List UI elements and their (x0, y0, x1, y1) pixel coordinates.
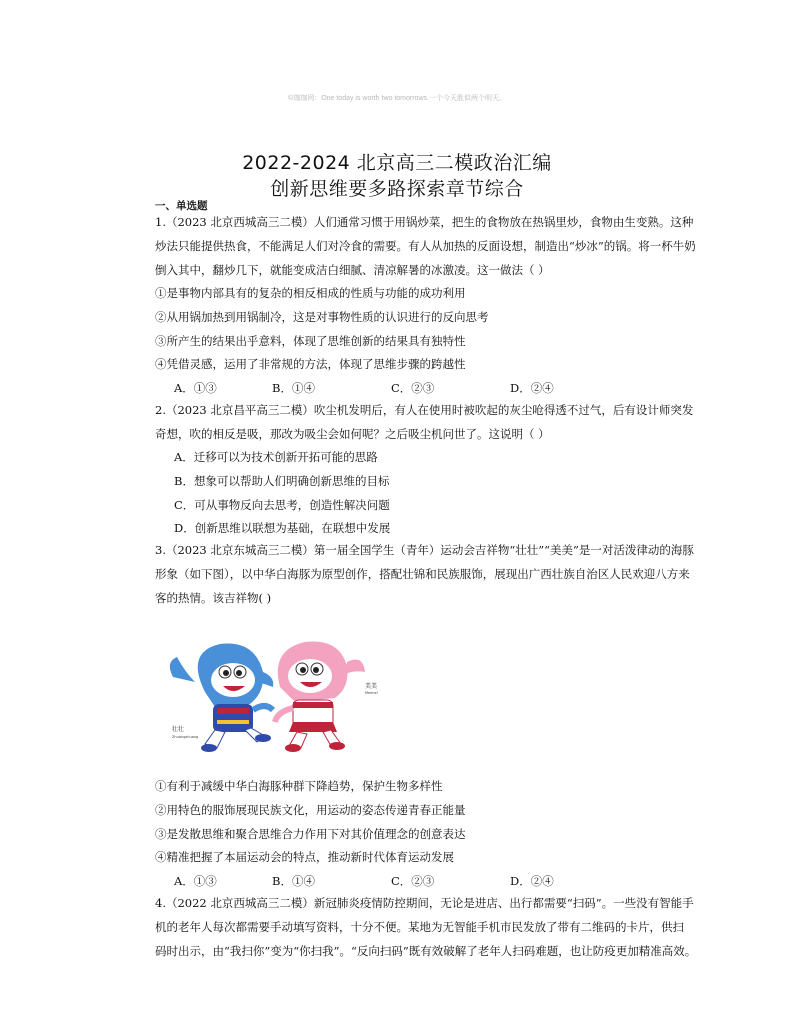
doc-title: 2022-2024 北京高三二模政治汇编 (242, 152, 552, 174)
q1-option-d[interactable]: D．②④ (510, 381, 554, 395)
doc-subtitle: 创新思维要多路探索章节综合 (270, 178, 524, 200)
q2-choice-b[interactable]: B．想象可以帮助人们明确创新思维的目标 (174, 474, 390, 488)
q4-stem-line: 码时出示，由“我扫你”变为“你扫我”。“反向扫码”既有效破解了老年人扫码难题，也让防疫更加精准高效。 (155, 944, 697, 958)
q3-stem-line: 形象（如下图），以中华白海豚为原型创作，搭配壮锦和民族服饰，展现出广西壮族自治区人民欢迎八方来 (155, 567, 690, 581)
q4-stem-line: 4.（2022 北京西城高三二模）新冠肺炎疫情防控期间，无论是进店、出行都需要“扫码”。一些没有智能手 (155, 896, 694, 910)
q3-options (174, 873, 554, 889)
mascot-label-right: 美美 (365, 683, 378, 690)
q1-stem-line: 炒法只能提供热食，不能满足人们对冷食的需要。有人从加热的反面设想，制造出“炒冰”的锅。将一杯牛奶 (155, 239, 696, 253)
q1-stem-line: 1.（2023 北京西城高三二模）人们通常习惯于用锅炒菜，把生的食物放在热锅里炒，食物由生变熟。这种 (155, 215, 694, 229)
watermark: ©珈珈网：One today is worth two tomorrows.一个今天胜似两个明天。 (288, 95, 506, 102)
q3-stem-line: 客的热情。该吉祥物( ) (155, 591, 272, 605)
q3-option-c[interactable]: C．②③ (391, 874, 435, 888)
q2-stem-line: 2.（2023 北京昌平高三二模）吹尘机发明后，有人在使用时被吹起的灰尘呛得透不过气，后有设计师突发 (155, 403, 694, 417)
q1-statement: ③所产生的结果出乎意料，体现了思维创新的结果具有独特性 (155, 334, 466, 348)
q1-statement: ①是事物内部具有的复杂的相反相成的性质与功能的成功利用 (155, 286, 466, 300)
q4-stem-line: 机的老年人每次都需要手动填写资料，十分不便。某地为无智能手机市民发放了带有二维码的卡片，供扫 (155, 920, 684, 934)
q3-option-a[interactable]: A．①③ (174, 874, 217, 888)
q1-option-c[interactable]: C．②③ (391, 381, 435, 395)
q2-stem-line: 奇想，吹的相反是吸，那改为吸尘会如何呢？之后吸尘机问世了。这说明（ ） (155, 427, 550, 441)
mascot-pinyin-left: Zhuangzhuang (172, 735, 199, 739)
q3-option-b[interactable]: B．①④ (272, 874, 315, 888)
mascot-illustration (165, 632, 385, 757)
mascot-pinyin-right: Meimei (365, 691, 378, 695)
q3-statement: ④精准把握了本届运动会的特点，推动新时代体育运动发展 (155, 850, 454, 864)
q1-options (174, 380, 554, 396)
q3-statement: ③是发散思维和聚合思维合力作用下对其价值理念的创意表达 (155, 827, 466, 841)
q3-stem-line: 3.（2023 北京东城高三二模）第一届全国学生（青年）运动会吉祥物“壮壮”“美美”是一对活泼律动的海豚 (155, 543, 694, 557)
q3-option-d[interactable]: D．②④ (510, 874, 554, 888)
q1-option-a[interactable]: A．①③ (174, 381, 217, 395)
q3-statement: ①有利于减缓中华白海豚种群下降趋势，保护生物多样性 (155, 779, 443, 793)
q2-choice-a[interactable]: A．迁移可以为技术创新开拓可能的思路 (174, 450, 378, 464)
q1-stem-line: 倒入其中，翻炒几下，就能变成洁白细腻、清凉解暑的冰激凌。这一做法（ ） (155, 263, 550, 277)
q1-statement: ④凭借灵感，运用了非常规的方法，体现了思维步骤的跨越性 (155, 357, 466, 371)
q2-choice-c[interactable]: C．可从事物反向去思考，创造性解决问题 (174, 498, 390, 512)
q1-statement: ②从用锅加热到用锅制冷，这是对事物性质的认识进行的反向思考 (155, 310, 489, 324)
section-heading: 一、单选题 (155, 200, 208, 212)
mascot-label-left: 壮壮 (172, 726, 185, 733)
q1-option-b[interactable]: B．①④ (272, 381, 315, 395)
q2-choice-d[interactable]: D．创新思维以联想为基础，在联想中发展 (174, 521, 391, 535)
mascot-meimei (275, 642, 365, 752)
q3-statement: ②用特色的服饰展现民族文化，用运动的姿态传递青春正能量 (155, 803, 466, 817)
